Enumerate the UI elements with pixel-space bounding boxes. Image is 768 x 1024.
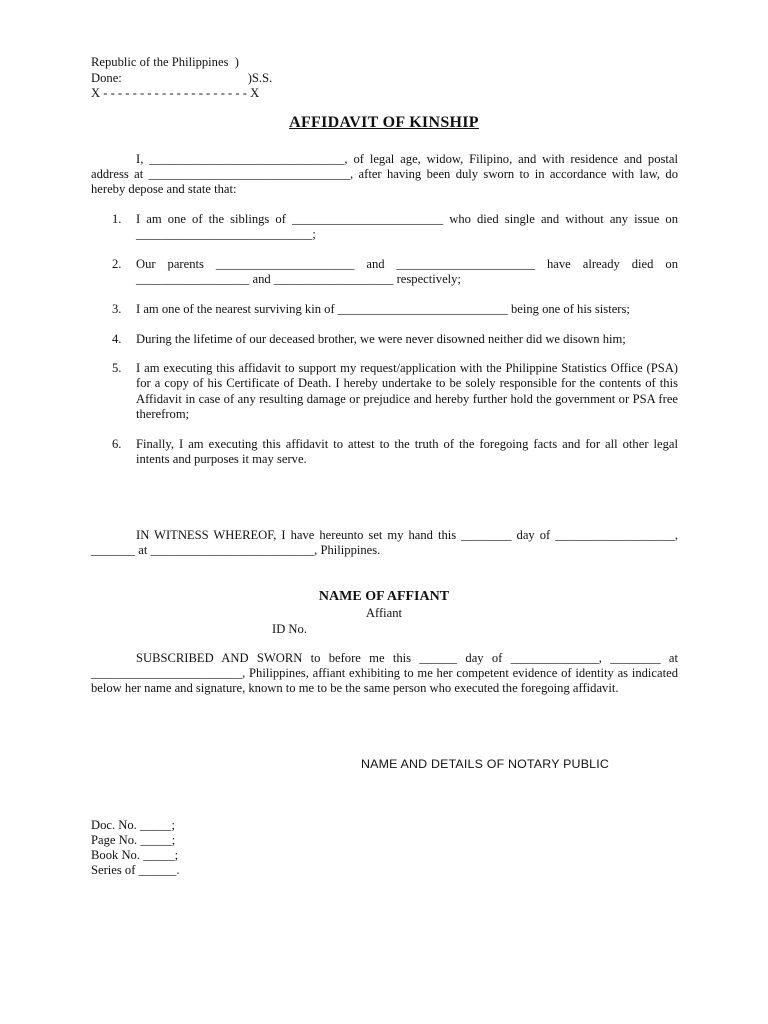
statement-text: Finally, I am executing this affidavit to attest to the truth of the foregoing facts and for all other legal intents and purposes it may serve. [136, 436, 678, 466]
statement-text: During the lifetime of our deceased brother, we were never disowned neither did we disown him; [136, 331, 626, 346]
statement-number: 3. [112, 301, 122, 316]
statement-text: I am one of the nearest surviving kin of ___________________________ being one of his sisters; [136, 301, 630, 316]
series-year: Series of ______. [91, 863, 180, 877]
statement-item [91, 437, 678, 467]
statement-number: 6. [112, 436, 122, 451]
intro-text: I, _______________________________, of legal age, widow, Filipino, and with residence and postal address at ________________________________, after having been duly sworn to in accordance with law, do hereby depose and state that: [91, 152, 678, 197]
jurat-paragraph [91, 651, 678, 697]
notarial-register [91, 818, 180, 878]
venue-country-line: Republic of the Philippines ) [91, 55, 239, 69]
statement-number: 2. [112, 256, 122, 271]
witness-text: IN WITNESS WHEREOF, I have hereunto set my hand this ________ day of ___________________, _______ at __________________________, Philippines. [91, 528, 678, 558]
witness-paragraph [91, 528, 678, 558]
statements-list [91, 212, 678, 481]
statement-item [91, 257, 678, 287]
book-number: Book No. _____; [91, 848, 179, 862]
affiant-name: NAME OF AFFIANT [318, 589, 450, 604]
statement-item [91, 361, 678, 422]
statement-text: Our parents ______________________ and ______________________ have already died on __________________ and ___________________ respectively; [136, 256, 678, 287]
venue-header [91, 55, 391, 102]
statement-number: 4. [112, 331, 122, 346]
affiant-id-label: ID No. [272, 622, 307, 636]
venue-done-line: Done: )S.S. [91, 70, 273, 85]
statement-item [91, 212, 678, 242]
statement-text: I am executing this affidavit to support my request/application with the Philippine Statistics Office (PSA) for a copy of his Certificate of Death. I hereby undertake to be solely responsible for the contents of this Affidavit in case of any resulting damage or prejudice and hereby further hold the government or PSA free therefrom; [136, 361, 678, 421]
document-title: AFFIDAVIT OF KINSHIP [289, 114, 479, 131]
statement-item [91, 302, 678, 317]
statement-text: I am one of the siblings of ________________________ who died single and without any issue on ____________________________; [136, 212, 678, 242]
doc-number: Doc. No. _____; [91, 818, 175, 832]
affiant-role: Affiant [365, 606, 403, 620]
notary-details: NAME AND DETAILS OF NOTARY PUBLIC [361, 757, 610, 771]
statement-number: 1. [112, 212, 122, 226]
statement-number: 5. [112, 361, 122, 376]
venue-separator-line: X - - - - - - - - - - - - - - - - - - - - X [91, 86, 260, 100]
jurat-text: SUBSCRIBED AND SWORN to before me this ______ day of ______________, ________ at ________________________, Philippines, affiant exhibiting to me her competent evidence of identity as indicated below her name and signature, known to me to be the same person who executed the foregoing affidavit. [91, 651, 678, 696]
page-number: Page No. _____; [91, 833, 176, 847]
intro-paragraph [91, 152, 678, 198]
statement-item [91, 332, 678, 347]
